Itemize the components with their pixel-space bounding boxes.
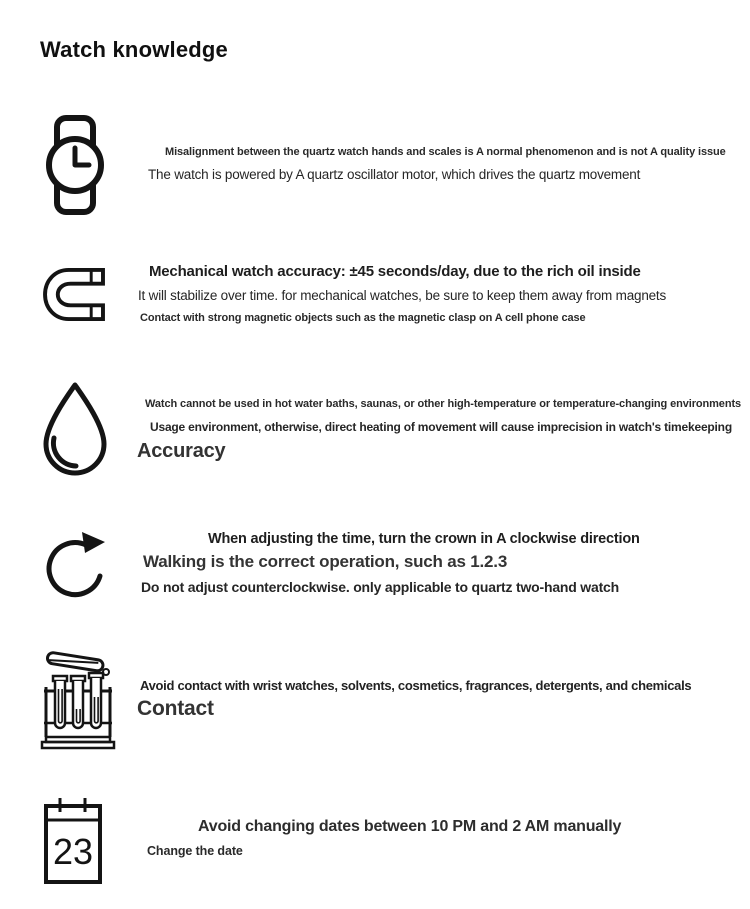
water-drop-icon [40,381,110,478]
section-keyword: Accuracy [137,440,226,462]
page-title: Watch knowledge [40,37,228,62]
section-keyword: Contact [137,697,214,720]
test-tubes-icon [40,645,116,751]
magnet-icon [42,267,107,322]
calendar-icon [42,794,104,886]
section-text: Change the date [147,844,243,858]
section-text: It will stabilize over time. for mechanical watches, be sure to keep them away from magnets [138,288,667,303]
section-text: Usage environment, otherwise, direct heating of movement will cause imprecision in watch's timekeeping [150,420,732,434]
section-note: Contact with strong magnetic objects such as the magnetic clasp on A cell phone case [140,312,586,324]
section-note: Do not adjust counterclockwise. only applicable to quartz two-hand watch [141,579,619,595]
section-headline: When adjusting the time, turn the crown in A clockwise direction [208,531,640,547]
watch-icon [43,115,107,215]
clockwise-arrow-icon [42,529,108,603]
section-note: Watch cannot be used in hot water baths, saunas, or other high-temperature or temperature-changing environments [145,398,742,410]
section-headline: Avoid changing dates between 10 PM and 2 AM manually [198,818,622,835]
section-text: Walking is the correct operation, such as 1.2.3 [143,552,508,571]
calendar-date-text: 23 [52,831,94,872]
section-text: The watch is powered by A quartz oscillator motor, which drives the quartz movement [148,167,641,182]
section-text: Avoid contact with wrist watches, solvents, cosmetics, fragrances, detergents, and chemicals [140,678,692,693]
section-headline: Mechanical watch accuracy: ±45 seconds/day, due to the rich oil inside [149,263,641,280]
section-note: Misalignment between the quartz watch hands and scales is A normal phenomenon and is not A quality issue [165,146,726,158]
